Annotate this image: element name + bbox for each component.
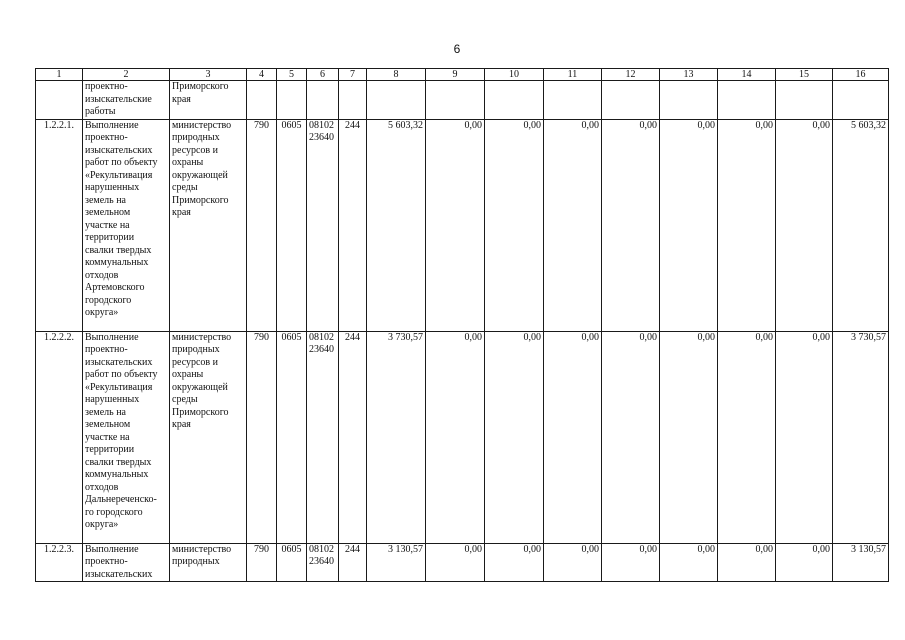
cell-col16: 3 130,57	[833, 543, 889, 582]
row-index	[36, 81, 83, 120]
cell-col15: 0,00	[776, 331, 833, 543]
column-header: 6	[307, 69, 339, 81]
row-index: 1.2.2.1.	[36, 119, 83, 331]
column-header: 4	[247, 69, 277, 81]
column-header: 5	[277, 69, 307, 81]
cell-col13: 0,00	[660, 543, 718, 582]
cell-col11: 0,00	[544, 119, 602, 331]
cell-col14: 0,00	[718, 543, 776, 582]
cell-col4: 790	[247, 331, 277, 543]
cell-col4: 790	[247, 119, 277, 331]
column-header: 8	[367, 69, 426, 81]
column-header: 13	[660, 69, 718, 81]
column-header: 14	[718, 69, 776, 81]
activity-name: проектно- изыскательские работы	[83, 81, 170, 120]
cell-col6: 08102 23640	[307, 543, 339, 582]
cell-col6	[307, 81, 339, 120]
cell-col7	[339, 81, 367, 120]
cell-col7: 244	[339, 331, 367, 543]
cell-col5: 0605	[277, 543, 307, 582]
column-header: 10	[485, 69, 544, 81]
column-header: 3	[170, 69, 247, 81]
cell-col6: 08102 23640	[307, 119, 339, 331]
cell-col9: 0,00	[426, 119, 485, 331]
cell-col11	[544, 81, 602, 120]
row-index: 1.2.2.2.	[36, 331, 83, 543]
cell-col6: 08102 23640	[307, 331, 339, 543]
cell-col12: 0,00	[602, 543, 660, 582]
page-number: 6	[453, 42, 461, 56]
row-index: 1.2.2.3.	[36, 543, 83, 582]
cell-col5: 0605	[277, 119, 307, 331]
cell-col15: 0,00	[776, 119, 833, 331]
cell-col13: 0,00	[660, 331, 718, 543]
cell-col16	[833, 81, 889, 120]
cell-col12: 0,00	[602, 331, 660, 543]
table-row	[36, 119, 889, 331]
cell-col16: 3 730,57	[833, 331, 889, 543]
activity-name: Выполнение проектно- изыскательских работ по объекту «Рекультивация нарушенных земель на земельном участке на территории свалки твердых коммунальных отходов Артемовского городского округа»	[83, 119, 170, 331]
column-header: 9	[426, 69, 485, 81]
cell-col9: 0,00	[426, 543, 485, 582]
column-header: 1	[36, 69, 83, 81]
cell-col14: 0,00	[718, 331, 776, 543]
cell-col4: 790	[247, 543, 277, 582]
cell-col10	[485, 81, 544, 120]
cell-col4	[247, 81, 277, 120]
column-header: 12	[602, 69, 660, 81]
activity-name: Выполнение проектно- изыскательских	[83, 543, 170, 582]
cell-col8: 3 130,57	[367, 543, 426, 582]
cell-col7: 244	[339, 543, 367, 582]
budget-table	[35, 68, 889, 582]
cell-col9: 0,00	[426, 331, 485, 543]
column-header: 7	[339, 69, 367, 81]
cell-col15	[776, 81, 833, 120]
cell-col12: 0,00	[602, 119, 660, 331]
cell-col14	[718, 81, 776, 120]
table-row-continuation	[36, 81, 889, 120]
cell-col5	[277, 81, 307, 120]
executor-name: министерство природных	[170, 543, 247, 582]
executor-name: министерство природных ресурсов и охраны окружающей среды Приморского края	[170, 119, 247, 331]
cell-col16: 5 603,32	[833, 119, 889, 331]
column-header: 15	[776, 69, 833, 81]
executor-name: Приморского края	[170, 81, 247, 120]
cell-col11: 0,00	[544, 543, 602, 582]
cell-col8: 3 730,57	[367, 331, 426, 543]
cell-col9	[426, 81, 485, 120]
cell-col13: 0,00	[660, 119, 718, 331]
table-row	[36, 543, 889, 582]
cell-col5: 0605	[277, 331, 307, 543]
executor-name: министерство природных ресурсов и охраны окружающей среды Приморского края	[170, 331, 247, 543]
cell-col11: 0,00	[544, 331, 602, 543]
cell-col7: 244	[339, 119, 367, 331]
cell-col12	[602, 81, 660, 120]
column-header: 2	[83, 69, 170, 81]
column-header: 16	[833, 69, 889, 81]
column-header: 11	[544, 69, 602, 81]
cell-col8: 5 603,32	[367, 119, 426, 331]
activity-name: Выполнение проектно- изыскательских работ по объекту «Рекультивация нарушенных земель на земельном участке на территории свалки твердых коммунальных отходов Дальнереченско- го городского округа»	[83, 331, 170, 543]
cell-col14: 0,00	[718, 119, 776, 331]
header-row	[36, 69, 889, 81]
cell-col8	[367, 81, 426, 120]
cell-col10: 0,00	[485, 331, 544, 543]
table-row	[36, 331, 889, 543]
cell-col15: 0,00	[776, 543, 833, 582]
cell-col13	[660, 81, 718, 120]
cell-col10: 0,00	[485, 543, 544, 582]
cell-col10: 0,00	[485, 119, 544, 331]
